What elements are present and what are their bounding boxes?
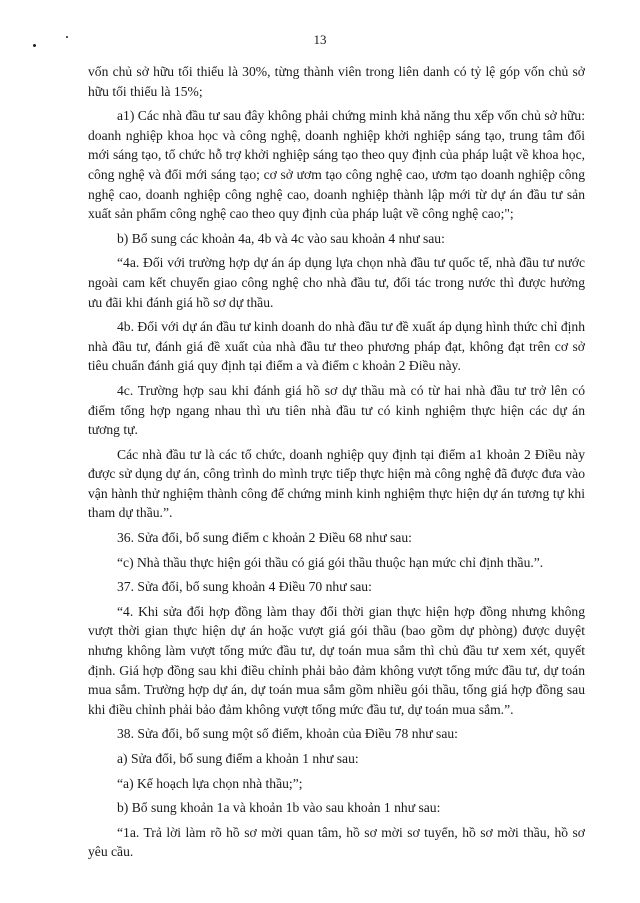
paragraph: Các nhà đầu tư là các tổ chức, doanh nghiệp quy định tại điểm a1 khoản 2 Điều này được sử dụng dự án, công trình do mình trực tiếp thực hiện mà công nghệ đã được đưa vào vận hành thử nghiệm thành công để chứng minh kinh nghiệm thực hiện dự án tương tự khi tham dự thầu.”. [88, 446, 585, 521]
paragraph: a1) Các nhà đầu tư sau đây không phải chứng minh khả năng thu xếp vốn chủ sở hữu: doanh nghiệp khoa học và công nghệ, doanh nghiệp khởi nghiệp sáng tạo, trung tâm đổi mới sáng tạo, tổ chức hỗ trợ khởi nghiệp sáng tạo theo quy định của pháp luật về khoa học, công nghệ và đổi mới sáng tạo; cơ sở ươm tạo công nghệ cao, ươm tạo doanh nghiệp công nghệ cao, doanh nghiệp công nghệ cao, doanh nghiệp thành lập mới từ dự án đầu tư sản xuất sản phẩm công nghệ cao theo quy định của pháp luật về công nghệ cao;"; [88, 108, 585, 222]
paragraph: 4b. Đối với dự án đầu tư kinh doanh do nhà đầu tư đề xuất áp dụng hình thức chỉ định nhà đầu tư, đánh giá đề xuất của nhà đầu tư theo phương pháp đạt, không đạt trên cơ sở tiêu chuẩn đánh giá quy định tại điểm a và điểm c khoản 2 Điều này. [88, 319, 585, 374]
paragraph: “4a. Đối với trường hợp dự án áp dụng lựa chọn nhà đầu tư quốc tế, nhà đầu tư nước ngoài cam kết chuyển giao công nghệ cho nhà đầu tư, đối tác trong nước thì được hưởng ưu đãi khi đánh giá hồ sơ dự thầu. [88, 255, 585, 310]
page-number: 13 [313, 32, 327, 47]
paragraph: 4c. Trường hợp sau khi đánh giá hồ sơ dự thầu mà có từ hai nhà đầu tư trở lên có điểm tổng hợp ngang nhau thì ưu tiên nhà đầu tư có kinh nghiệm thực hiện các dự án tương tự. [88, 382, 585, 438]
paragraph: 36. Sửa đổi, bổ sung điểm c khoản 2 Điều 68 như sau: [117, 530, 412, 546]
document-body [88, 62, 585, 867]
paragraph: “4. Khi sửa đổi hợp đồng làm thay đổi thời gian thực hiện hợp đồng nhưng không vượt thời gian thực hiện dự án hoặc vượt giá gói thầu (bao gồm dự phòng) được duyệt nhưng không làm vượt tổng mức đầu tư, dự toán mua sắm thì chủ đầu tư xem xét, quyết định. Giá hợp đồng sau khi điều chỉnh phải bảo đảm không vượt tổng mức đầu tư, dự toán mua sắm. Trường hợp dự án, dự toán mua sắm gồm nhiều gói thầu, tổng giá hợp đồng sau khi điều chỉnh phải bảo đảm không vượt tổng mức đầu tư, dự toán mua sắm.”. [88, 603, 585, 717]
paragraph: b) Bổ sung các khoản 4a, 4b và 4c vào sau khoản 4 như sau: [117, 230, 445, 246]
paragraph: 37. Sửa đổi, bổ sung khoản 4 Điều 70 như sau: [117, 579, 372, 595]
scan-speck [66, 36, 68, 38]
paragraph: “a) Kế hoạch lựa chọn nhà thầu;”; [117, 775, 303, 791]
paragraph: a) Sửa đổi, bổ sung điểm a khoản 1 như sau: [117, 751, 359, 766]
paragraph: b) Bổ sung khoản 1a và khoản 1b vào sau khoản 1 như sau: [117, 800, 441, 816]
paragraph: “c) Nhà thầu thực hiện gói thầu có giá gói thầu thuộc hạn mức chỉ định thầu.”. [117, 554, 544, 570]
paragraph: vốn chủ sở hữu tối thiểu là 30%, từng thành viên trong liên danh có tỷ lệ góp vốn chủ sở hữu tối thiểu là 15%; [88, 64, 585, 99]
paragraph: 38. Sửa đổi, bổ sung một số điểm, khoản của Điều 78 như sau: [117, 726, 458, 742]
paragraph: “1a. Trả lời làm rõ hồ sơ mời quan tâm, hồ sơ mời sơ tuyển, hồ sơ mời thầu, hồ sơ yêu cầu. [88, 824, 585, 860]
scan-speck [33, 44, 36, 47]
